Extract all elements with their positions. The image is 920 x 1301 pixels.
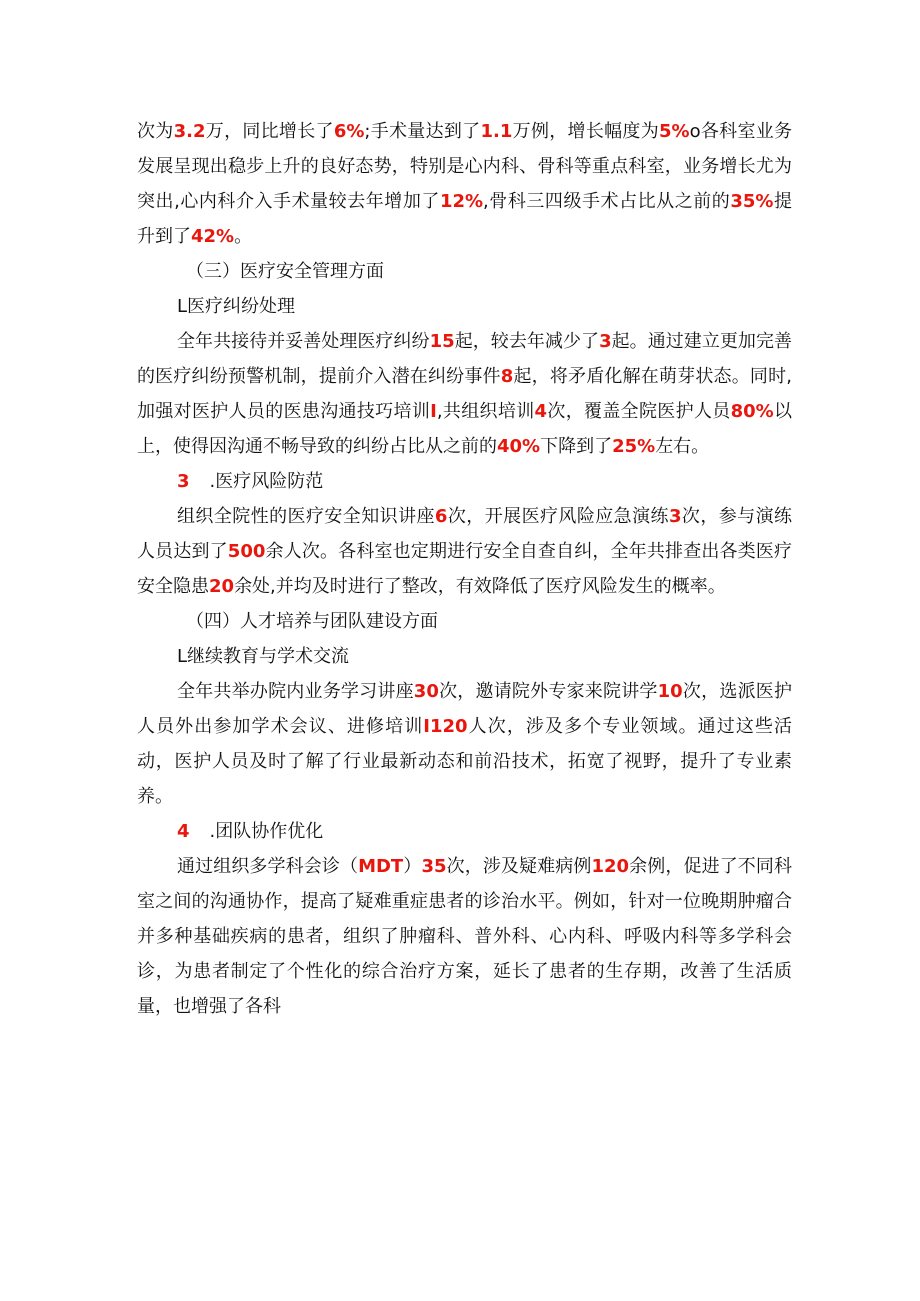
highlighted-figure: 3.2 [173,121,206,142]
subheading-number: 3 [177,471,190,492]
text-run: 次，邀请院外专家来院讲学 [438,681,658,702]
paragraph-education [137,674,792,814]
paragraph-teamwork [137,849,792,1024]
text-run: 起，较去年减少了 [454,331,600,352]
paragraph-business-growth [137,114,792,254]
text-run: 下降到了 [540,436,613,457]
highlighted-figure: 3 [599,331,612,352]
highlighted-figure: I120 [423,716,468,737]
highlighted-figure: 35% [730,191,774,212]
text-run: 人次，涉及多个专业领域。通过这些活动，医护人员及时了解了行业最新动态和前沿技术，拓宽了视野，提升了专业素养。 [137,716,793,807]
paragraph-dispute-handling [137,324,792,464]
text-run: 通过组织多学科会诊（ [177,856,359,877]
highlighted-figure: 120 [591,856,630,877]
highlighted-figure: 12% [439,191,484,212]
text-run: 。 [234,226,253,247]
text-run: 次，选派医护人员外出参加学术会议、进修培训 [137,681,793,737]
highlighted-figure: 10 [657,681,683,702]
text-run: 左右。 [655,436,710,457]
text-run: ） [403,856,422,877]
text-run: 次，覆盖全院医护人员 [547,401,731,422]
highlighted-figure: 80% [730,401,774,422]
subheading-label: .医疗风险防范 [209,471,324,492]
text-run: 全年共接待并妥善处理医疗纠纷 [177,331,430,352]
paragraph-risk-prevention [137,499,792,604]
section-heading-talent: （四）人才培养与团队建设方面 [186,611,438,632]
highlighted-figure: 4 [534,401,548,422]
highlighted-figure: 25% [612,436,656,457]
highlighted-figure: 6 [434,506,448,527]
highlighted-figure: I [430,401,437,422]
text-run: 起。通过建立更加完善的医疗纠纷预警机制，提前介入潜在纠纷事件 [137,331,793,387]
highlighted-figure: 42% [191,226,235,247]
text-run: ,共组织培训 [436,401,535,422]
subheading-label: .团队协作优化 [209,821,324,842]
text-run: 余人次。各科室也定期进行安全自查自纠，全年共排查出各类医疗安全隐患 [137,541,792,597]
text-run: 次，参与演练人员达到了 [137,506,793,562]
subheading-dispute-handling: L医疗纠纷处理 [177,296,296,317]
text-run: 余例，促进了不同科室之间的沟通协作，提高了疑难重症患者的诊治水平。例如，针对一位晚期肿瘤合并多种基础疾病的患者，组织了肿瘤科、普外科、心内科、呼吸内科等多学科会诊，为患者制定了个性化的综合治疗方案，延长了患者的生存期，改善了生活质量，也增强了各科 [137,856,793,1017]
subheading-risk-prevention [177,464,323,499]
highlighted-figure: MDT [358,856,404,877]
text-run: 万例，增长幅度为 [512,121,659,142]
text-run: o各科室业务发展呈现出稳步上升的良好态势，特别是心内科、骨科等重点科室，业务增长尤为突出,心内科介入手术量较去年增加了 [137,121,793,212]
highlighted-figure: 1.1 [480,121,513,142]
text-run: 起，将矛盾化解在萌芽状态。同时,加强对医护人员的医患沟通技巧培训 [137,366,792,422]
highlighted-figure: 5% [659,121,690,142]
text-run: 万，同比增长了 [205,121,334,142]
highlighted-figure: 35 [421,856,447,877]
highlighted-figure: 40% [497,436,541,457]
subheading-education: L继续教育与学术交流 [177,646,350,667]
subheading-teamwork [177,814,323,849]
subheading-number: 4 [177,821,190,842]
text-run: 次为 [137,121,174,142]
text-run: 提升到了 [137,191,792,247]
highlighted-figure: 500 [227,541,266,562]
text-run: 以上，使得因沟通不畅导致的纠纷占比从之前的 [137,401,793,457]
highlighted-figure: 3 [668,506,682,527]
text-run: 次，涉及疑难病例 [446,856,592,877]
highlighted-figure: 15 [429,331,455,352]
highlighted-figure: 6% [333,121,365,142]
highlighted-figure: 20 [209,576,235,597]
text-run: 次，开展医疗风险应急演练 [447,506,669,527]
text-run: ;手术量达到了 [364,121,481,142]
text-run: ,骨科三四级手术占比从之前的 [483,191,731,212]
section-heading-safety: （三）医疗安全管理方面 [186,261,384,282]
highlighted-figure: 8 [500,366,514,387]
highlighted-figure: 30 [413,681,439,702]
text-run: 全年共举办院内业务学习讲座 [177,681,414,702]
text-run: 组织全院性的医疗安全知识讲座 [177,506,435,527]
text-run: 余处,并均及时进行了整改，有效降低了医疗风险发生的概率。 [234,576,726,597]
